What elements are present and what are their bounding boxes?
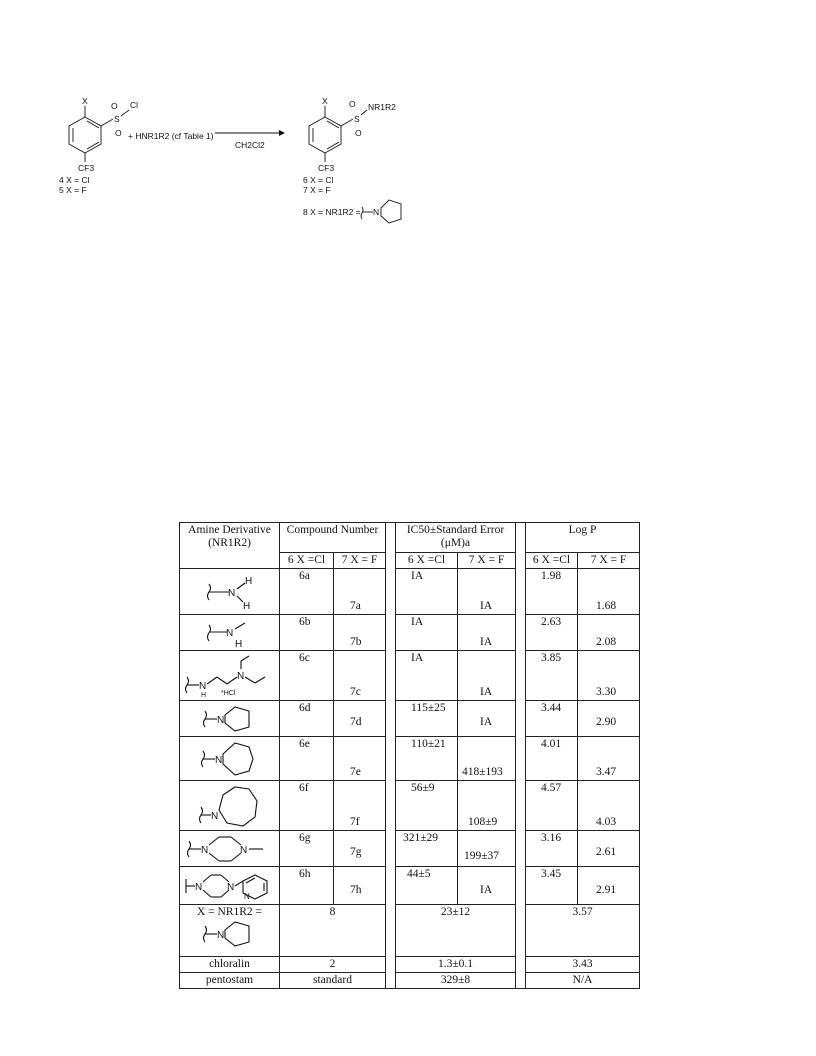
product-label-7: 7 X = F bbox=[303, 185, 331, 195]
row8-logp-cell: 3.57 bbox=[526, 905, 640, 957]
compound-f-cell: 7h bbox=[334, 867, 386, 905]
table-row bbox=[180, 615, 640, 651]
logp-cl-cell: 2.63 bbox=[526, 615, 578, 651]
product-label-6: 6 X = Cl bbox=[303, 175, 334, 185]
compound-f-cell: 7c bbox=[334, 651, 386, 701]
amine-structure-diethylaminoethyl bbox=[180, 651, 280, 701]
reactant-cf3-label: CF3 bbox=[78, 163, 95, 173]
subheader-logp-f: 7 X = F bbox=[578, 553, 640, 569]
amine-structure-pyrrolidine bbox=[180, 701, 280, 737]
row8-compound-cell: 8 bbox=[280, 905, 386, 957]
reaction-arrow-head bbox=[279, 130, 285, 136]
ic50-cl-cell: 110±21 bbox=[396, 737, 458, 781]
svg-text:H: H bbox=[242, 600, 250, 612]
amine-structure-piperidine bbox=[180, 737, 280, 781]
amine-structure-nh2 bbox=[180, 569, 280, 615]
svg-text:H: H bbox=[244, 575, 252, 587]
product-structure bbox=[303, 96, 401, 223]
logp-f-cell: 2.91 bbox=[578, 867, 640, 905]
svg-text:N: N bbox=[239, 844, 247, 856]
compound-f-cell: 7d bbox=[334, 701, 386, 737]
logp-f-cell: 2.90 bbox=[578, 701, 640, 737]
ic50-f-cell: 418±193 bbox=[458, 737, 516, 781]
table-row bbox=[180, 651, 640, 701]
product-label-8: 8 X = NR1R2 = bbox=[303, 207, 361, 217]
header-ic50: IC50±Standard Error (μM)a bbox=[396, 523, 516, 553]
ic50-cl-cell: 321±29 bbox=[396, 831, 458, 867]
logp-f-cell: 3.30 bbox=[578, 651, 640, 701]
row8-ic50-cell: 23±12 bbox=[396, 905, 516, 957]
reaction-scheme bbox=[55, 82, 455, 242]
svg-text:N: N bbox=[195, 881, 203, 893]
subheader-compound-cl: 6 X =Cl bbox=[280, 553, 334, 569]
svg-text:H: H bbox=[201, 691, 207, 699]
product-cf3-label: CF3 bbox=[318, 163, 335, 173]
chloralin-label: chloralin bbox=[180, 957, 280, 973]
pentostam-compound-cell: standard bbox=[280, 973, 386, 989]
logp-cl-cell: 3.16 bbox=[526, 831, 578, 867]
table-row bbox=[180, 701, 640, 737]
chloralin-compound-cell: 2 bbox=[280, 957, 386, 973]
compound-f-cell: 7f bbox=[334, 781, 386, 831]
ic50-f-cell: IA bbox=[458, 701, 516, 737]
subheader-logp-cl: 6 X =Cl bbox=[526, 553, 578, 569]
subheader-ic50-cl: 6 X =Cl bbox=[396, 553, 458, 569]
ic50-cl-cell: IA bbox=[396, 651, 458, 701]
row8-label: X = NR1R2 = bbox=[196, 906, 263, 918]
reactant-x-label: X bbox=[82, 96, 88, 106]
column-gap-2 bbox=[516, 523, 526, 989]
table-row bbox=[180, 867, 640, 905]
reactant-o2-label: O bbox=[115, 128, 122, 138]
svg-text:N: N bbox=[200, 844, 208, 856]
compound-cl-cell: 6a bbox=[280, 569, 334, 615]
table-row-pentostam bbox=[180, 973, 640, 989]
compound-f-cell: 7a bbox=[334, 569, 386, 615]
table-row-chloralin bbox=[180, 957, 640, 973]
compound-cl-cell: 6d bbox=[280, 701, 334, 737]
reactant-structure bbox=[59, 96, 138, 195]
product-s-label: S bbox=[354, 114, 360, 124]
logp-cl-cell: 4.57 bbox=[526, 781, 578, 831]
svg-text:N: N bbox=[237, 670, 245, 682]
logp-f-cell: 2.08 bbox=[578, 615, 640, 651]
column-gap-1 bbox=[386, 523, 396, 989]
table-row bbox=[180, 569, 640, 615]
compound-f-cell: 7e bbox=[334, 737, 386, 781]
reactant-s-label: S bbox=[114, 114, 120, 124]
logp-cl-cell: 3.44 bbox=[526, 701, 578, 737]
pentostam-logp-cell: N/A bbox=[526, 973, 640, 989]
amine-structure-pyridylpiperazine bbox=[180, 867, 280, 905]
svg-text:H: H bbox=[234, 638, 242, 649]
table-row-8 bbox=[180, 905, 640, 957]
amine-structure-methylpiperazine bbox=[180, 831, 280, 867]
table-row bbox=[180, 831, 640, 867]
logp-f-cell: 2.61 bbox=[578, 831, 640, 867]
header-row bbox=[180, 523, 640, 553]
ic50-cl-cell: 115±25 bbox=[396, 701, 458, 737]
logp-cl-cell: 1.98 bbox=[526, 569, 578, 615]
product-o1-label: O bbox=[349, 99, 356, 109]
header-compound: Compound Number bbox=[280, 523, 386, 553]
reactant-label-4: 4 X = Cl bbox=[59, 175, 90, 185]
svg-text:N: N bbox=[214, 754, 222, 766]
chloralin-logp-cell: 3.43 bbox=[526, 957, 640, 973]
svg-text:N: N bbox=[216, 714, 224, 726]
logp-f-cell: 1.68 bbox=[578, 569, 640, 615]
product-nr-label: NR1R2 bbox=[368, 102, 396, 112]
reagent-label: + HNR1R2 (cf Table 1) bbox=[128, 131, 214, 141]
logp-cl-cell: 3.85 bbox=[526, 651, 578, 701]
solvent-label: CH2Cl2 bbox=[235, 140, 265, 150]
logp-f-cell: 4.03 bbox=[578, 781, 640, 831]
svg-text:N: N bbox=[199, 680, 207, 692]
reactant-cl-label: Cl bbox=[130, 100, 139, 110]
table-row bbox=[180, 737, 640, 781]
svg-text:N: N bbox=[227, 587, 235, 599]
ic50-f-cell: 199±37 bbox=[458, 831, 516, 867]
compound-cl-cell: 6f bbox=[280, 781, 334, 831]
pentostam-ic50-cell: 329±8 bbox=[396, 973, 516, 989]
subheader-compound-f: 7 X = F bbox=[334, 553, 386, 569]
svg-text:N: N bbox=[225, 627, 233, 639]
logp-cl-cell: 4.01 bbox=[526, 737, 578, 781]
compound-cl-cell: 6g bbox=[280, 831, 334, 867]
ic50-cl-cell: 56±9 bbox=[396, 781, 458, 831]
ic50-cl-cell: IA bbox=[396, 569, 458, 615]
amine-structure-azepane bbox=[180, 781, 280, 831]
svg-text:N: N bbox=[216, 930, 224, 941]
ic50-cl-cell: IA bbox=[396, 615, 458, 651]
table-row bbox=[180, 781, 640, 831]
product-x-label: X bbox=[322, 96, 328, 106]
compound-cl-cell: 6b bbox=[280, 615, 334, 651]
chloralin-ic50-cell: 1.3±0.1 bbox=[396, 957, 516, 973]
reactant-label-5: 5 X = F bbox=[59, 185, 87, 195]
ic50-f-cell: IA bbox=[458, 651, 516, 701]
svg-text:N: N bbox=[210, 810, 218, 822]
compound-cl-cell: 6h bbox=[280, 867, 334, 905]
compound-cl-cell: 6c bbox=[280, 651, 334, 701]
compound-f-cell: 7b bbox=[334, 615, 386, 651]
ic50-f-cell: IA bbox=[458, 569, 516, 615]
svg-text:N: N bbox=[244, 891, 250, 901]
compound-f-cell: 7g bbox=[334, 831, 386, 867]
ic50-f-cell: 108±9 bbox=[458, 781, 516, 831]
svg-text:*HCl: *HCl bbox=[221, 689, 236, 697]
pyrrolidine-n-label: N bbox=[373, 207, 380, 217]
results-table-container bbox=[179, 522, 639, 989]
row8-pyrrolidine bbox=[195, 918, 265, 950]
subheader-ic50-f: 7 X = F bbox=[458, 553, 516, 569]
svg-text:N: N bbox=[227, 881, 235, 893]
compound-cl-cell: 6e bbox=[280, 737, 334, 781]
results-table bbox=[179, 522, 640, 989]
ic50-f-cell: IA bbox=[458, 867, 516, 905]
header-logp: Log P bbox=[526, 523, 640, 553]
amine-structure-8 bbox=[180, 905, 280, 957]
pentostam-label: pentostam bbox=[180, 973, 280, 989]
product-o2-label: O bbox=[355, 128, 362, 138]
logp-cl-cell: 3.45 bbox=[526, 867, 578, 905]
ic50-f-cell: IA bbox=[458, 615, 516, 651]
amine-structure-nhme bbox=[180, 615, 280, 651]
reactant-o1-label: O bbox=[111, 101, 118, 111]
logp-f-cell: 3.47 bbox=[578, 737, 640, 781]
header-amine: Amine Derivative (NR1R2) bbox=[180, 523, 280, 569]
ic50-cl-cell: 44±5 bbox=[396, 867, 458, 905]
